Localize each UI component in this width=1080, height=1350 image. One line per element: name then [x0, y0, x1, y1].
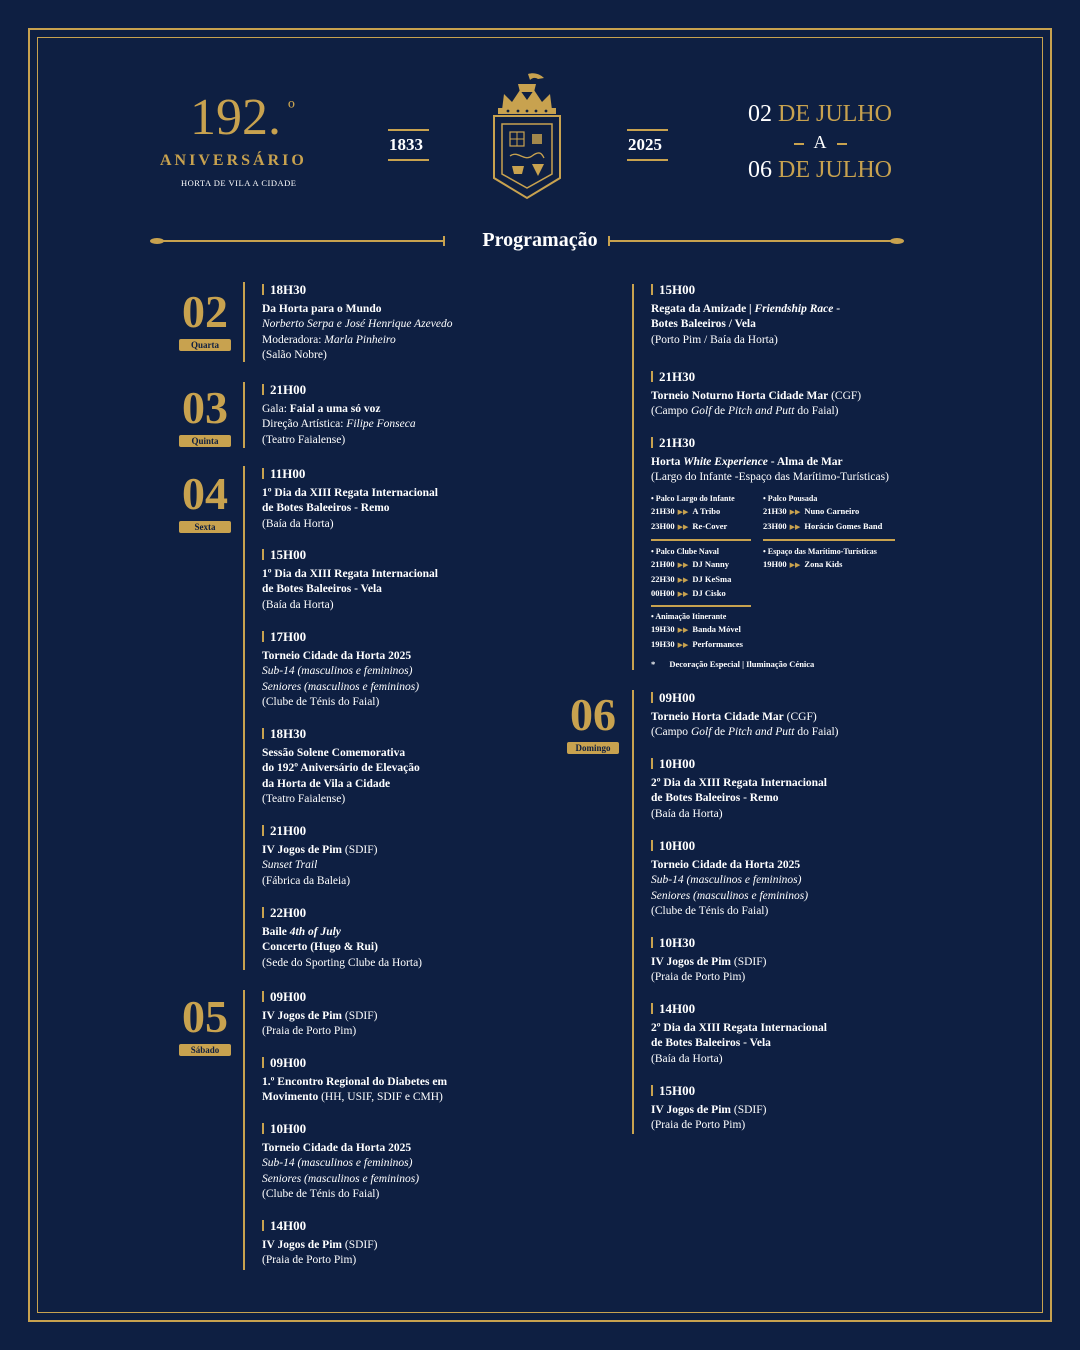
anniversary-word: ANIVERSÁRIO [160, 152, 307, 169]
day-05: 05 Sábado [178, 994, 232, 1058]
fast-forward-icon: ▶▶ [677, 508, 689, 517]
event-item: 18H30 Sessão Solene Comemorativa do 192º Aniversário de Elevação da Horta de Vila a Cidade (Teatro Faialense) [262, 726, 582, 808]
event-item: 21H00 IV Jogos de Pim (SDIF) Sunset Trail (Fábrica da Baleia) [262, 823, 582, 889]
timeline-line [243, 282, 245, 362]
event-item: 18H30 Da Horta para o Mundo Norberto Serpa e José Henrique Azevedo Moderadora: Marla Pinheiro (Salão Nobre) [262, 282, 582, 364]
weekday-badge: Sexta [179, 521, 231, 533]
day-06: 06 Domingo [566, 692, 620, 756]
day-02: 02 Quarta [178, 289, 232, 353]
fast-forward-icon: ▶▶ [677, 561, 689, 570]
coat-of-arms-crest-icon [488, 70, 566, 200]
stage-clube-naval: • Palco Clube Naval 21H00 ▶▶ DJ Nanny 22H30 ▶▶ DJ KeSma 00H00 ▶▶ DJ Cisko [651, 547, 732, 598]
fast-forward-icon: ▶▶ [677, 522, 689, 531]
year-end: 2025 [628, 135, 662, 154]
stage-largo-infante: • Palco Largo do Infante 21H30 ▶▶ A Tribo 23H00 ▶▶ Re-Cover [651, 494, 735, 531]
fast-forward-icon: ▶▶ [677, 626, 689, 635]
event-item: 10H00 Torneio Cidade da Horta 2025 Sub-14 (masculinos e femininos) Seniores (masculinos e femininos) (Clube de Ténis do Faial) [651, 838, 971, 920]
event-item: 22H00 Baile 4th of July Concerto (Hugo & Rui) (Sede do Sporting Clube da Horta) [262, 905, 582, 971]
stage-animacao-itinerante: • Animação Itinerante 19H30 ▶▶ Banda Móvel 19H30 ▶▶ Performances [651, 612, 743, 649]
year-start-top-line [388, 129, 429, 131]
event-item: 21H30 Torneio Noturno Horta Cidade Mar (CGF) (Campo Golf de Pitch and Putt do Faial) [651, 369, 971, 420]
program-title: Programação [482, 229, 598, 251]
event-item: 10H00 Torneio Cidade da Horta 2025 Sub-14 (masculinos e femininos) Seniores (masculinos e femininos) (Clube de Ténis do Faial) [262, 1121, 582, 1203]
timeline-line [632, 284, 634, 670]
stage-maritimo-turisticas: • Espaço das Marítimo-Turísticas 19H00 ▶▶ Zona Kids [763, 547, 877, 570]
event-item: 09H00 Torneio Horta Cidade Mar (CGF) (Campo Golf de Pitch and Putt do Faial) [651, 690, 971, 741]
event-dates [720, 100, 920, 184]
year-start-bottom-line [388, 159, 429, 161]
timeline-line [632, 690, 634, 1134]
event-item: 21H00 Gala: Faial a uma só voz Direção Artística: Filipe Fonseca (Teatro Faialense) [262, 382, 582, 448]
rule-right [609, 240, 895, 242]
date-start: 02 DE JULHO [748, 101, 892, 127]
event-item: 21H30 Horta White Experience - Alma de Mar (Largo do Infante -Espaço das Marítimo-Turísticas) [651, 435, 971, 486]
day-03: 03 Quinta [178, 385, 232, 449]
fast-forward-icon: ▶▶ [789, 508, 801, 517]
event-item: 10H00 2º Dia da XIII Regata Internacional de Botes Baleeiros - Remo (Baía da Horta) [651, 756, 971, 822]
date-separator: A [720, 128, 920, 156]
fast-forward-icon: ▶▶ [677, 589, 689, 598]
event-item: 14H00 2º Dia da XIII Regata Internacional de Botes Baleeiros - Vela (Baía da Horta) [651, 1001, 971, 1067]
event-item: 10H30 IV Jogos de Pim (SDIF) (Praia de Porto Pim) [651, 935, 971, 986]
year-end-top-line [627, 129, 668, 131]
event-item: 15H00 1º Dia da XIII Regata Internacional de Botes Baleeiros - Vela (Baía da Horta) [262, 547, 582, 613]
year-end-bottom-line [627, 159, 668, 161]
event-item: 15H00 IV Jogos de Pim (SDIF) (Praia de Porto Pim) [651, 1083, 971, 1134]
event-item: 09H00 1.º Encontro Regional do Diabetes em Movimento (HH, USIF, SDIF e CMH) [262, 1055, 582, 1106]
day-04: 04 Sexta [178, 471, 232, 535]
event-item: 09H00 IV Jogos de Pim (SDIF) (Praia de Porto Pim) [262, 989, 582, 1040]
event-item: 11H00 1º Dia da XIII Regata Internacional de Botes Baleeiros - Remo (Baía da Horta) [262, 466, 582, 532]
event-item: 17H00 Torneio Cidade da Horta 2025 Sub-14 (masculinos e femininos) Seniores (masculinos e femininos) (Clube de Ténis do Faial) [262, 629, 582, 711]
event-item: 14H00 IV Jogos de Pim (SDIF) (Praia de Porto Pim) [262, 1218, 582, 1269]
divider [651, 605, 751, 607]
weekday-badge: Sábado [179, 1044, 231, 1056]
year-start: 1833 [389, 135, 423, 154]
fast-forward-icon: ▶▶ [789, 522, 801, 531]
stage-note: * Decoração Especial | Iluminação Cénica [651, 659, 815, 669]
rule-left [158, 240, 444, 242]
anniversary-subtitle: HORTA DE VILA A CIDADE [181, 178, 297, 188]
timeline-line [243, 990, 245, 1270]
stage-pousada: • Palco Pousada 21H30 ▶▶ Nuno Carneiro 23H00 ▶▶ Horácio Gomes Band [763, 494, 883, 531]
divider [763, 539, 895, 541]
fast-forward-icon: ▶▶ [789, 561, 801, 570]
event-item: 15H00 Regata da Amizade | Friendship Race - Botes Baleeiros / Vela (Porto Pim / Baía da Horta) [651, 282, 971, 348]
weekday-badge: Quinta [179, 435, 231, 447]
timeline-line [243, 382, 245, 448]
rule-right-tip [890, 238, 904, 244]
weekday-badge: Domingo [567, 742, 619, 754]
weekday-badge: Quarta [179, 339, 231, 351]
timeline-line [243, 466, 245, 970]
fast-forward-icon: ▶▶ [677, 640, 689, 649]
anniversary-sup: º [288, 96, 295, 121]
date-end: 06 DE JULHO [748, 157, 892, 183]
fast-forward-icon: ▶▶ [677, 575, 689, 584]
divider [651, 539, 751, 541]
anniversary-number: 192. [190, 89, 281, 146]
